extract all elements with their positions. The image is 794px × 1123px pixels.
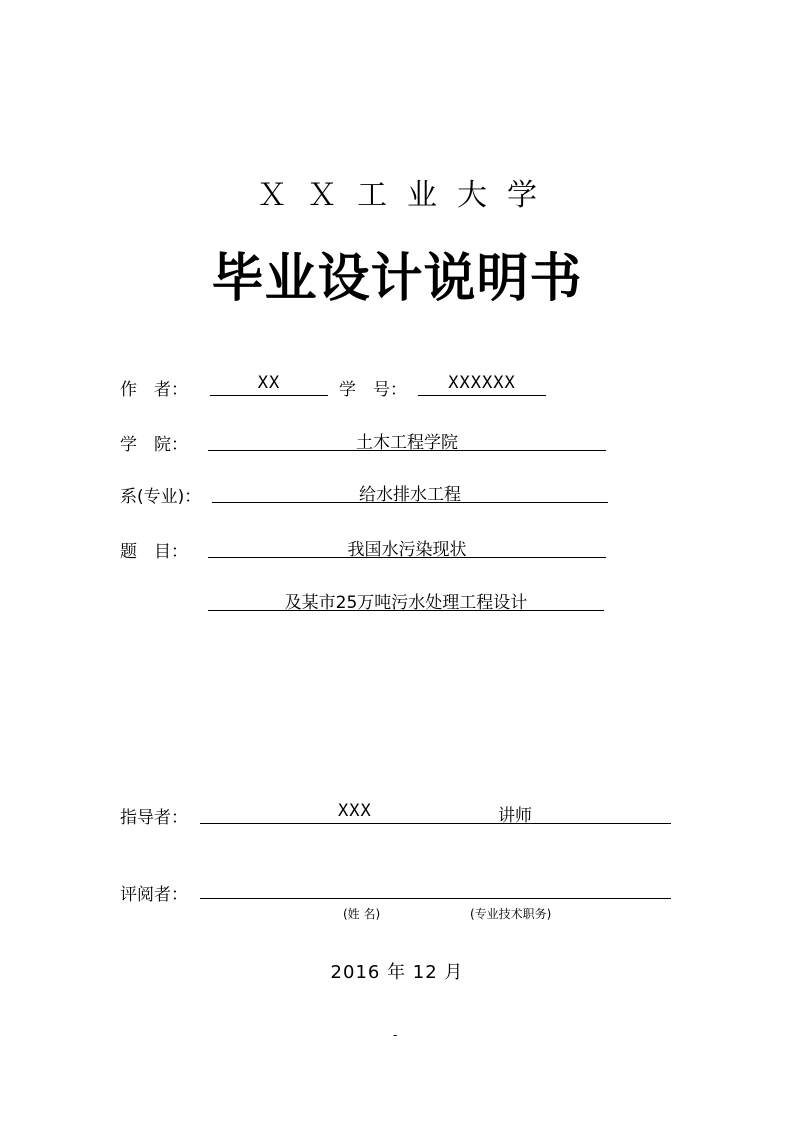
university-name: ＸＸ工业大学 <box>257 178 557 213</box>
college-value: 土木工程学院 <box>208 428 606 451</box>
page-marker: - <box>393 1028 398 1042</box>
advisor-line <box>200 801 671 824</box>
student-no-value: XXXXXX <box>418 373 546 396</box>
date: 2016 年 12 月 <box>330 962 464 983</box>
advisor-label: 指导者： <box>120 808 188 828</box>
author-value: XX <box>210 373 328 396</box>
topic-label: 题 目： <box>120 542 188 562</box>
reviewer-line <box>200 876 671 899</box>
caption-name: (姓 名) <box>343 907 381 921</box>
student-no-label: 学 号： <box>339 380 407 400</box>
college-label: 学 院： <box>120 435 188 455</box>
advisor-title: 讲师 <box>498 806 532 826</box>
major-label: 系(专业)： <box>120 487 202 507</box>
reviewer-label: 评阅者： <box>120 885 188 905</box>
author-label: 作 者： <box>120 380 188 400</box>
caption-title: (专业技术职务) <box>470 907 552 921</box>
document-title: 毕业设计说明书 <box>211 248 583 309</box>
major-value: 给水排水工程 <box>212 480 608 503</box>
topic-line-2: 及某市25万吨污水处理工程设计 <box>208 588 604 611</box>
topic-line-1: 我国水污染现状 <box>208 535 606 558</box>
advisor-name: XXX <box>338 801 372 821</box>
